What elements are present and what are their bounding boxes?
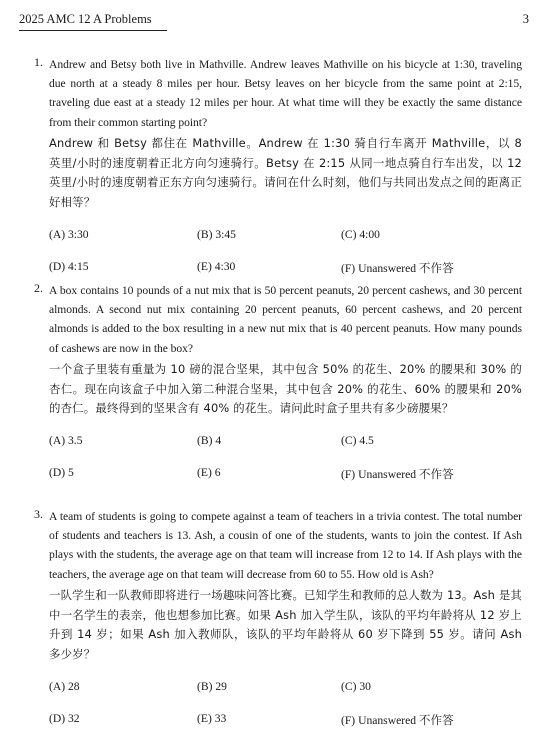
page-header xyxy=(19,10,539,30)
problem-text-chinese: 一队学生和一队教师即将进行一场趣味问答比赛。已知学生和教师的总人数为 13。Ash 是其中一名学生的表亲，他也想参加比赛。如果 Ash 加入学生队，该队的平均年龄将从 12 岁上升到 14 岁；如果 Ash 加入教师队，该队的平均年龄将从 60 岁下降到 55 岁。请问 Ash 多少岁？ xyxy=(49,587,522,662)
problem-text-english: A team of students is going to compete against a team of teachers in a trivia contest. The total number of students and teachers is 13. Ash, a cousin of one of the students, wants to join the contest. If Ash plays with the students, the average age on that team will increase from 12 to 14. If Ash plays with the teachers, the average age on that team will decrease from 60 to 55. How old is Ash? xyxy=(49,510,522,581)
header-title: 2025 AMC 12 A Problems xyxy=(19,12,152,26)
problem-text-english: Andrew and Betsy both live in Mathville. Andrew leaves Mathville on his bicycle at 1:30, traveling due north at a steady 8 miles per hour. Betsy leaves on her bicycle from the same point at 2:15, traveling due east at a steady 12 miles per hour. At what time will they be exactly the same distance from their common starting point? xyxy=(49,58,522,129)
choice-f: (F) Unanswered 不作答 xyxy=(341,262,454,275)
choice-d: (D) 4:15 xyxy=(49,260,89,273)
page-number: 3 xyxy=(522,12,529,26)
problem-text-chinese: Andrew 和 Betsy 都住在 Mathville。Andrew 在 1:30 骑自行车离开 Mathville，以 8 英里/小时的速度朝着正北方向匀速骑行。Betsy 在 2:15 从同一地点骑自行车出发，以 12 英里/小时的速度朝着正东方向匀速骑行。请问在什么时刻，他们与共同出发点之间的距离正好相等？ xyxy=(49,135,522,210)
choice-e: (E) 4:30 xyxy=(197,260,236,273)
choice-e: (E) 6 xyxy=(197,466,221,480)
choice-d: (D) 5 xyxy=(49,466,74,480)
problem-2 xyxy=(34,281,522,496)
choice-c: (C) 4.5 xyxy=(341,434,374,448)
choice-c: (C) 30 xyxy=(341,680,371,693)
choice-b: (B) 3:45 xyxy=(197,228,236,241)
answer-choices xyxy=(49,680,522,742)
choice-b: (B) 4 xyxy=(197,434,222,448)
problem-1 xyxy=(34,55,522,290)
problem-number: 3. xyxy=(34,507,43,521)
problem-number: 1. xyxy=(34,55,43,69)
answer-choices xyxy=(49,434,522,496)
problem-number: 2. xyxy=(34,281,43,295)
problem-3 xyxy=(34,507,522,742)
choice-e: (E) 33 xyxy=(197,712,227,725)
choice-f: (F) Unanswered 不作答 xyxy=(341,468,454,482)
choice-b: (B) 29 xyxy=(197,680,227,693)
choice-a: (A) 3:30 xyxy=(49,228,89,241)
choice-a: (A) 3.5 xyxy=(49,434,83,448)
choice-f: (F) Unanswered 不作答 xyxy=(341,714,454,727)
choice-a: (A) 28 xyxy=(49,680,80,693)
header-underline xyxy=(19,30,167,31)
problem-text-english: A box contains 10 pounds of a nut mix that is 50 percent peanuts, 20 percent cashews, and 30 percent almonds. A second nut mix containing 20 percent peanuts, 60 percent cashews, and 20 percent almonds is added to the box resulting in a new nut mix that is 40 percent peanuts. How many pounds of cashews are now in the box? xyxy=(49,284,522,355)
problem-text-chinese: 一个盒子里装有重量为 10 磅的混合坚果，其中包含 50% 的花生、20% 的腰果和 30% 的杏仁。现在向该盒子中加入第二种混合坚果，其中包含 20% 的花生、60% 的腰果和 20% 的杏仁。最终得到的坚果含有 40% 的花生。请问此时盒子里共有多少磅腰果？ xyxy=(49,361,522,416)
choice-c: (C) 4:00 xyxy=(341,228,380,241)
choice-d: (D) 32 xyxy=(49,712,80,725)
